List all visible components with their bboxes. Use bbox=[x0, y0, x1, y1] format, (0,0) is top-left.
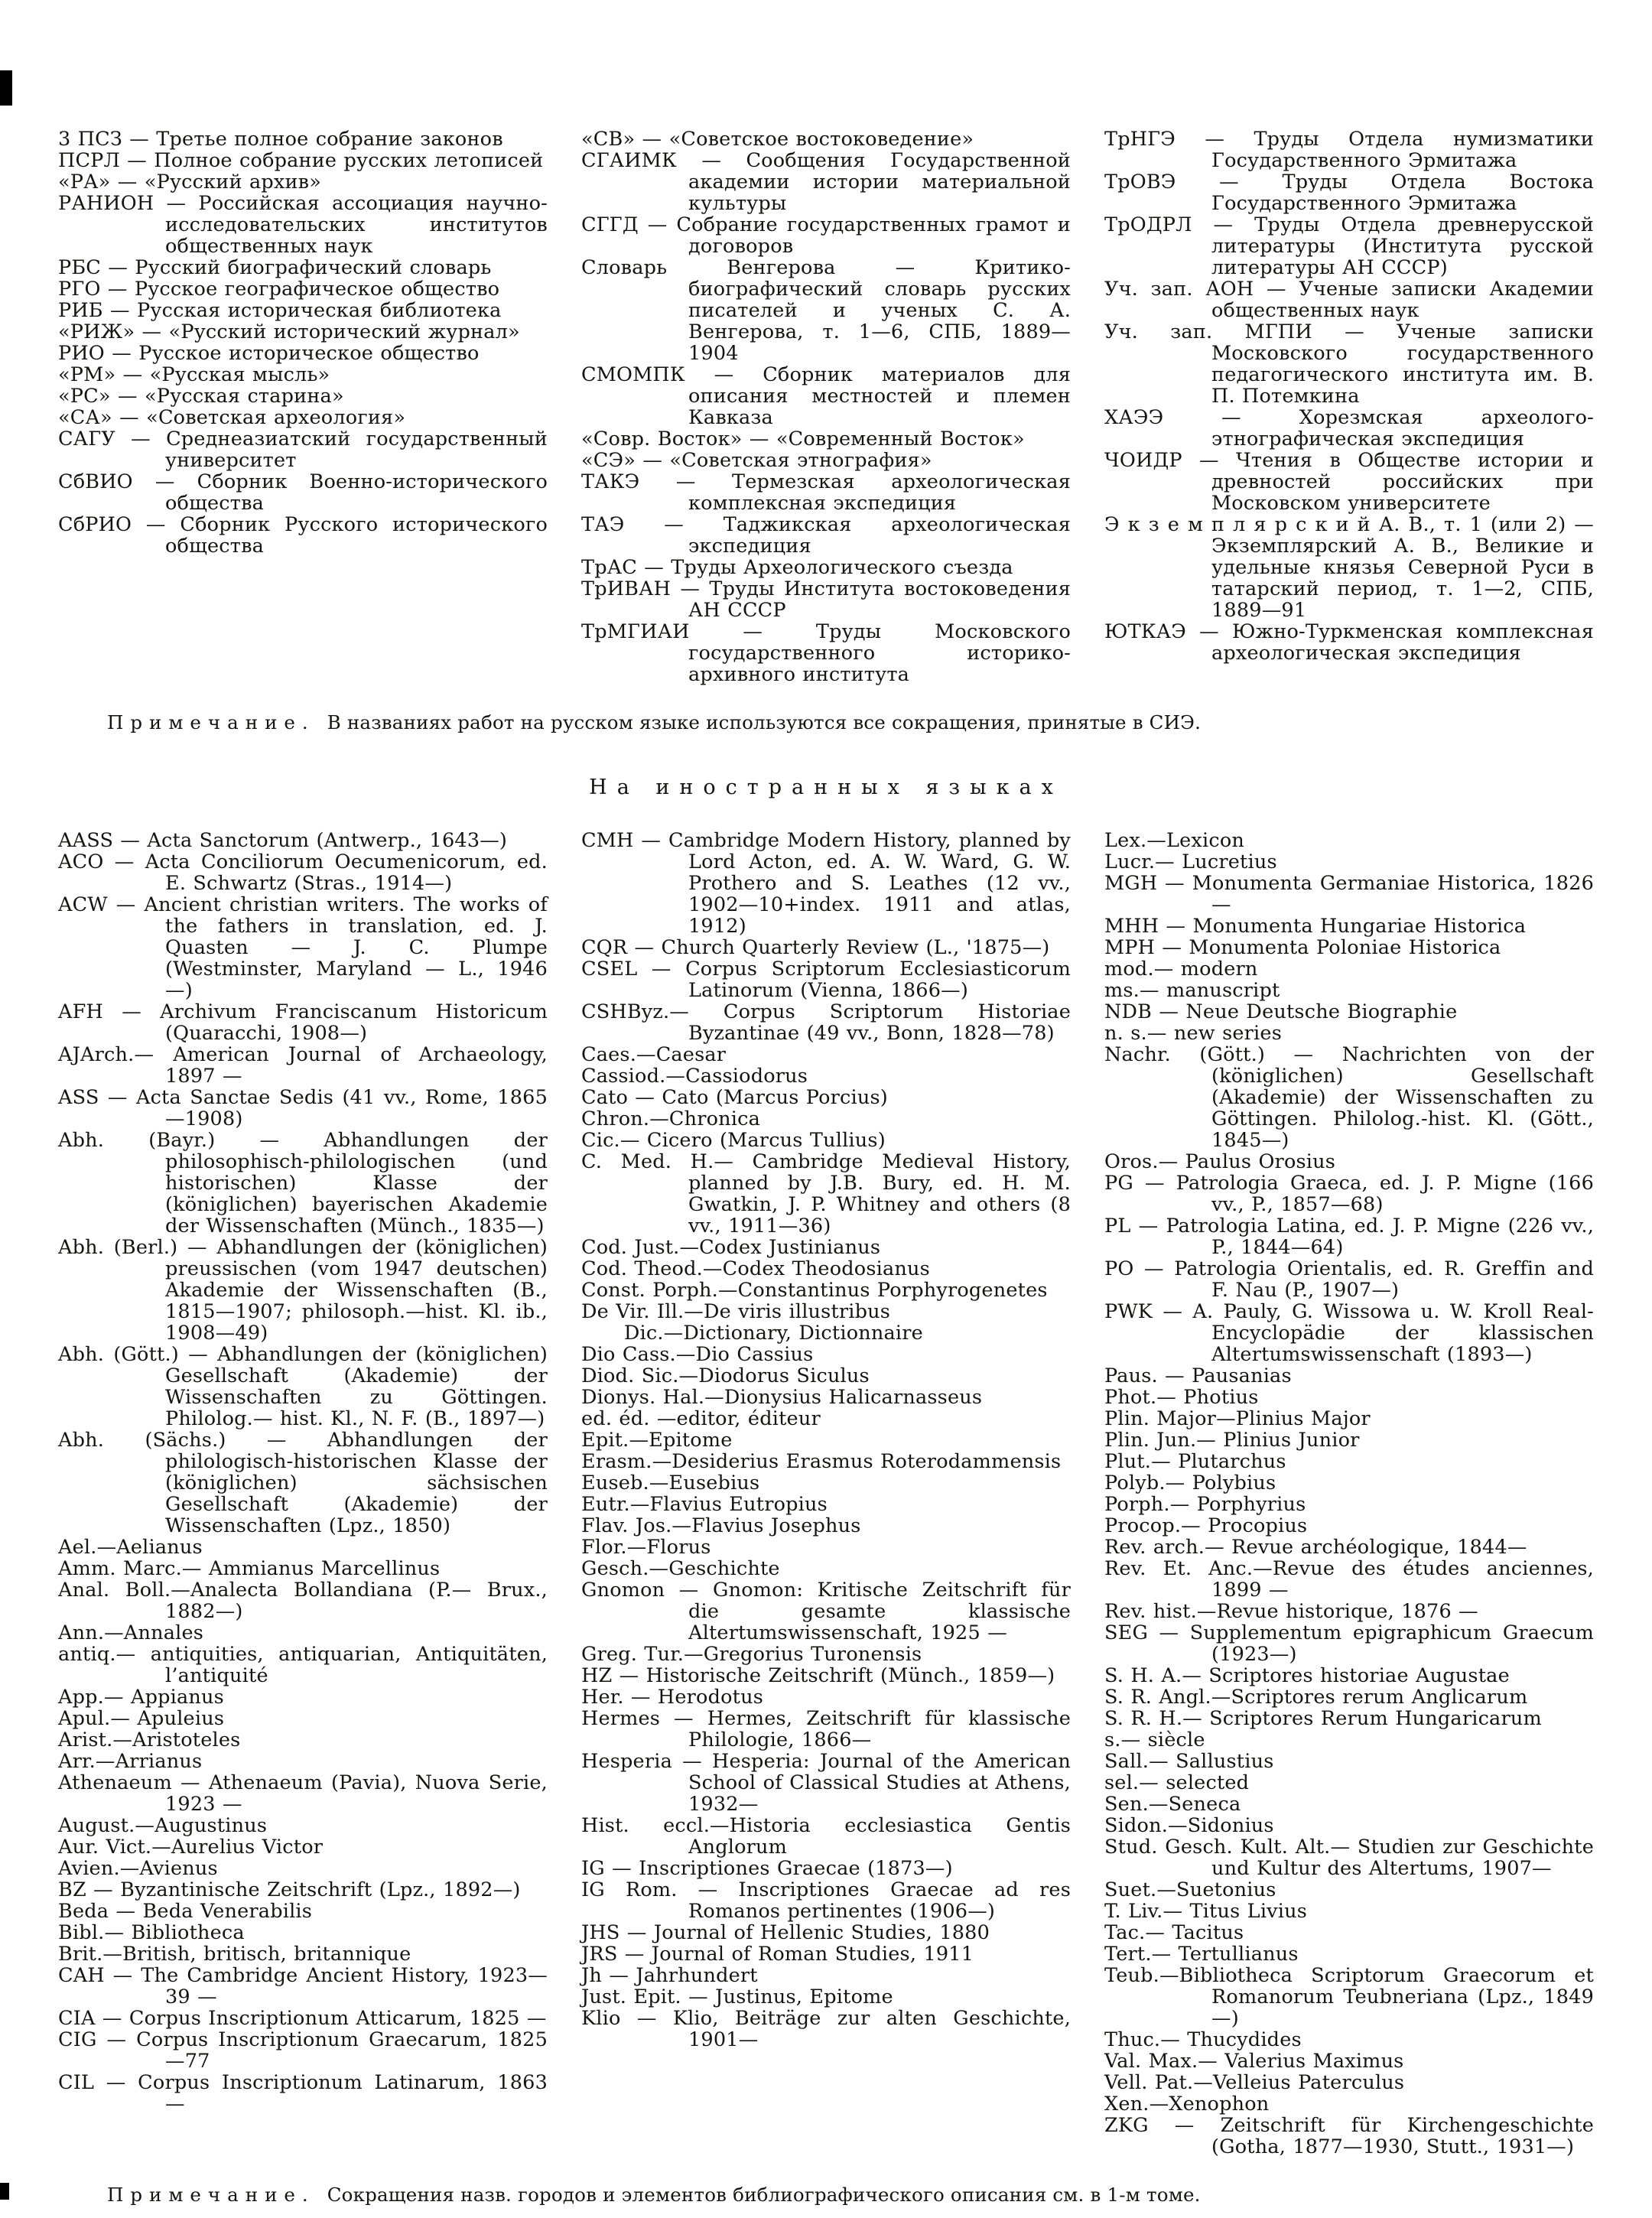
abbrev-entry: «РИЖ» — «Русский исторический журнал» bbox=[58, 320, 520, 343]
abbrev-entry: Уч. зап. АОН — Ученые записки Академии общественных наук bbox=[1104, 278, 1594, 322]
abbrev-entry: De Vir. Ill.—De viris illustribus bbox=[581, 1300, 891, 1323]
russian-column-1 bbox=[58, 128, 548, 557]
abbrev-entry: Oros.— Paulus Orosius bbox=[1104, 1150, 1336, 1173]
abbrev-entry: САГУ — Среднеазиатский государственный университет bbox=[58, 428, 548, 472]
abbrev-entry: Flav. Jos.—Flavius Josephus bbox=[581, 1514, 861, 1537]
abbrev-entry: Ann.—Annales bbox=[58, 1621, 204, 1644]
abbrev-entry: Уч. зап. МГПИ — Ученые записки Московского государственного педагогического института им. В. П. Потемкина bbox=[1104, 320, 1594, 408]
abbrev-entry: NDB — Neue Deutsche Biographie bbox=[1104, 1000, 1458, 1023]
abbrev-entry: JRS — Journal of Roman Studies, 1911 bbox=[581, 1943, 974, 1966]
abbrev-entry: 3 ПСЗ — Третье полное собрание законов bbox=[58, 128, 503, 151]
abbrev-entry: Eutr.—Flavius Eutropius bbox=[581, 1493, 828, 1516]
scan-artifact bbox=[0, 2183, 9, 2200]
abbrev-entry: СГАИМК — Сообщения Государственной академии истории материальной культуры bbox=[581, 149, 1071, 215]
abbrev-entry: Klio — Klio, Beiträge zur alten Geschichte, 1901— bbox=[581, 2007, 1071, 2051]
abbrev-entry: Chron.—Chronica bbox=[581, 1107, 761, 1130]
abbrev-entry: Euseb.—Eusebius bbox=[581, 1472, 760, 1494]
abbrev-entry: Sen.—Seneca bbox=[1104, 1793, 1241, 1816]
note-bottom bbox=[107, 2184, 1594, 2207]
abbrev-entry: IG Rom. — Inscriptiones Graecae ad res Romanos pertinentes (1906—) bbox=[581, 1878, 1071, 1923]
russian-column-2 bbox=[581, 128, 1071, 685]
abbrev-entry: Nachr. (Gött.) — Nachrichten von der (königlichen) Gesellschaft (Akademie) der Wissenschaften zu Göttingen. Philolog.-hist. Kl. (Gött., 1845—) bbox=[1104, 1043, 1594, 1152]
foreign-abbreviations-section bbox=[58, 830, 1594, 2158]
abbrev-entry: Const. Porph.—Constantinus Porphyrogenetes bbox=[581, 1279, 1048, 1302]
abbrev-entry: PL — Patrologia Latina, ed. J. P. Migne (226 vv., P., 1844—64) bbox=[1104, 1215, 1594, 1259]
abbrev-entry: Epit.—Epitome bbox=[581, 1429, 733, 1452]
abbrev-entry: Dic.—Dictionary, Dictionnaire bbox=[581, 1322, 923, 1345]
abbrev-entry: Hesperia — Hesperia: Journal of the American School of Classical Studies at Athens, 1932— bbox=[581, 1750, 1071, 1816]
abbrev-entry: Gesch.—Geschichte bbox=[581, 1557, 780, 1580]
abbrev-entry: СбВИО — Сборник Военно-исторического общества bbox=[58, 470, 548, 515]
abbrev-entry: Lex.—Lexicon bbox=[1104, 829, 1245, 852]
abbrev-entry: ТрОДРЛ — Труды Отдела древнерусской литературы (Института русской литературы АН СССР) bbox=[1104, 213, 1594, 279]
abbrev-entry: JHS — Journal of Hellenic Studies, 1880 bbox=[581, 1921, 990, 1944]
abbrev-entry: CSHByz.— Corpus Scriptorum Historiae Byzantinae (49 vv., Bonn, 1828—78) bbox=[581, 1000, 1071, 1045]
foreign-column-3 bbox=[1104, 830, 1594, 2158]
abbrev-entry: n. s.— new series bbox=[1104, 1022, 1282, 1045]
abbrev-entry: Beda — Beda Venerabilis bbox=[58, 1900, 313, 1923]
abbrev-entry: Bibl.— Bibliotheca bbox=[58, 1921, 245, 1944]
abbrev-entry: Rev. hist.—Revue historique, 1876 — bbox=[1104, 1600, 1478, 1623]
abbrev-entry: ЮТКАЭ — Южно-Туркменская комплексная археологическая экспедиция bbox=[1104, 620, 1594, 665]
abbrev-entry: Aur. Vict.—Aurelius Victor bbox=[58, 1836, 324, 1859]
abbrev-entry: Avien.—Avienus bbox=[58, 1857, 218, 1880]
abbrev-entry: Caes.—Caesar bbox=[581, 1043, 727, 1066]
abbrev-entry: «СА» — «Советская археология» bbox=[58, 406, 406, 429]
abbrev-entry: S. R. Angl.—Scriptores rerum Anglicarum bbox=[1104, 1686, 1528, 1709]
abbrev-entry: AASS — Acta Sanctorum (Antwerp., 1643—) bbox=[58, 829, 508, 852]
abbrev-entry: Amm. Marc.— Ammianus Marcellinus bbox=[58, 1557, 441, 1580]
abbrev-entry: Cod. Just.—Codex Justinianus bbox=[581, 1236, 881, 1259]
abbrev-entry: CAH — The Cambridge Ancient History, 1923—39 — bbox=[58, 1964, 548, 2008]
abbrev-entry: Hermes — Hermes, Zeitschrift für klassische Philologie, 1866— bbox=[581, 1707, 1071, 1751]
abbrev-entry: ms.— manuscript bbox=[1104, 979, 1280, 1002]
abbrev-entry: ZKG — Zeitschrift für Kirchengeschichte (Gotha, 1877—1930, Stutt., 1931—) bbox=[1104, 2114, 1594, 2158]
abbrev-entry: Rev. Et. Anc.—Revue des études anciennes, 1899 — bbox=[1104, 1557, 1594, 1602]
abbrev-entry: Словарь Венгерова — Критико-биографический словарь русских писателей и ученых С. А. Венгерова, т. 1—6, СПБ, 1889—1904 bbox=[581, 256, 1071, 365]
abbrev-entry: Dionys. Hal.—Dionysius Halicarnasseus bbox=[581, 1386, 983, 1409]
abbrev-entry: ed. éd. —editor, éditeur bbox=[581, 1407, 821, 1430]
abbrev-entry: Cato — Cato (Marcus Porcius) bbox=[581, 1086, 888, 1109]
abbrev-entry: Suet.—Suetonius bbox=[1104, 1878, 1276, 1901]
note-bottom-label: Примечание. bbox=[107, 2184, 315, 2206]
abbrev-entry: Hist. eccl.—Historia ecclesiastica Gentis Anglorum bbox=[581, 1814, 1071, 1859]
abbrev-entry: Flor.—Florus bbox=[581, 1536, 711, 1559]
abbrev-entry: Paus. — Pausanias bbox=[1104, 1364, 1292, 1387]
abbrev-entry: Her. — Herodotus bbox=[581, 1686, 764, 1709]
abbrev-entry: Polyb.— Polybius bbox=[1104, 1472, 1276, 1494]
note-bottom-text: Сокращения назв. городов и элементов библиографического описания см. в 1-м томе. bbox=[327, 2184, 1201, 2206]
abbrev-entry: BZ — Byzantinische Zeitschrift (Lpz., 1892—) bbox=[58, 1878, 521, 1901]
abbrev-entry: S. H. A.— Scriptores historiae Augustae bbox=[1104, 1664, 1510, 1687]
abbrev-entry: Plut.— Plutarchus bbox=[1104, 1450, 1286, 1473]
abbrev-entry: Procop.— Procopius bbox=[1104, 1514, 1308, 1537]
abbrev-entry: РИО — Русское историческое общество bbox=[58, 342, 480, 365]
scan-artifact bbox=[0, 70, 12, 106]
abbrev-entry: Abh. (Berl.) — Abhandlungen der (königlichen) preussischen (vom 1947 deutschen) Akademie der Wissenschaften (B., 1815—1907; philosoph.—hist. Kl. ib., 1908—49) bbox=[58, 1236, 548, 1345]
abbrev-entry: SEG — Supplementum epigraphicum Graecum (1923—) bbox=[1104, 1621, 1594, 1666]
abbrev-entry: Jh — Jahrhundert bbox=[581, 1964, 758, 1987]
abbrev-entry: Dio Cass.—Dio Cassius bbox=[581, 1343, 814, 1366]
abbrev-entry: Abh. (Bayr.) — Abhandlungen der philosophisch-philologischen (und historischen) Klasse der (königlichen) bayerischen Akademie der Wissenschaften (Münch., 1835—) bbox=[58, 1129, 548, 1237]
abbrev-entry: СбРИО — Сборник Русского исторического общества bbox=[58, 513, 548, 558]
abbrev-entry: ЧОИДР — Чтения в Обществе истории и древностей российских при Московском университете bbox=[1104, 449, 1594, 515]
abbrev-entry: ПСРЛ — Полное собрание русских летописей bbox=[58, 149, 544, 172]
page-content bbox=[58, 128, 1594, 2207]
abbrev-entry: IG — Inscriptiones Graecae (1873—) bbox=[581, 1857, 953, 1880]
abbrev-entry: mod.— modern bbox=[1104, 958, 1258, 981]
abbrev-entry: PWK — A. Pauly, G. Wissowa u. W. Kroll Real-Encyclopädie der klassischen Altertumswissenschaft (1893—) bbox=[1104, 1300, 1594, 1366]
abbrev-entry: ASS — Acta Sanctae Sedis (41 vv., Rome, 1865—1908) bbox=[58, 1086, 548, 1130]
abbrev-entry: CIA — Corpus Inscriptionum Atticarum, 1825 — bbox=[58, 2007, 547, 2030]
abbrev-entry: Rev. arch.— Revue archéologique, 1844— bbox=[1104, 1536, 1527, 1559]
abbrev-entry: Just. Epit. — Justinus, Epitome bbox=[581, 1985, 893, 2008]
abbrev-entry: AFH — Archivum Franciscanum Historicum (Quaracchi, 1908—) bbox=[58, 1000, 548, 1045]
russian-abbreviations-section bbox=[58, 128, 1594, 685]
abbrev-entry: ТрНГЭ — Труды Отдела нумизматики Государственного Эрмитажа bbox=[1104, 128, 1594, 172]
abbrev-entry: Diod. Sic.—Diodorus Siculus bbox=[581, 1364, 870, 1387]
abbrev-entry: «СВ» — «Советское востоковедение» bbox=[581, 128, 974, 151]
foreign-column-1 bbox=[58, 830, 548, 2115]
abbrev-entry: РГО — Русское географическое общество bbox=[58, 278, 500, 301]
abbrev-entry: PG — Patrologia Graeca, ed. J. P. Migne (166 vv., P., 1857—68) bbox=[1104, 1172, 1594, 1216]
abbrev-entry: sel.— selected bbox=[1104, 1771, 1250, 1794]
abbrev-entry: HZ — Historische Zeitschrift (Münch., 1859—) bbox=[581, 1664, 1055, 1687]
abbrev-entry: Sidon.—Sidonius bbox=[1104, 1814, 1274, 1837]
abbrev-entry: Sall.— Sallustius bbox=[1104, 1750, 1274, 1773]
abbrev-entry: ТрАС — Труды Археологического съезда bbox=[581, 556, 1013, 579]
abbrev-entry: Thuc.— Thucydides bbox=[1104, 2028, 1302, 2051]
abbrev-entry: Arist.—Aristoteles bbox=[58, 1729, 241, 1751]
abbrev-entry: РБС — Русский биографический словарь bbox=[58, 256, 492, 279]
note-top-text: В названиях работ на русском языке используются все сокращения, принятые в СИЭ. bbox=[327, 711, 1202, 733]
abbrev-entry: ТрИВАН — Труды Института востоковедения АН СССР bbox=[581, 577, 1071, 622]
abbrev-entry: ХАЭЭ — Хорезмская археолого-этнографическая экспедиция bbox=[1104, 406, 1594, 450]
abbrev-entry: Cod. Theod.—Codex Theodosianus bbox=[581, 1257, 930, 1280]
russian-column-3 bbox=[1104, 128, 1594, 664]
abbrev-entry: СМОМПК — Сборник материалов для описания местностей и племен Кавказа bbox=[581, 363, 1071, 429]
abbrev-entry: Val. Max.— Valerius Maximus bbox=[1104, 2050, 1404, 2073]
abbrev-entry: Anal. Boll.—Analecta Bollandiana (P.— Brux., 1882—) bbox=[58, 1579, 548, 1623]
section-heading-foreign-languages: На иностранных языках bbox=[589, 776, 1063, 799]
abbrev-entry: Abh. (Sächs.) — Abhandlungen der philologisch-historischen Klasse der (königlichen) sächsischen Gesellschaft (Akademie) der Wissenschaften (Lpz., 1850) bbox=[58, 1429, 548, 1537]
note-top bbox=[107, 711, 1594, 734]
abbrev-entry: Lucr.— Lucretius bbox=[1104, 850, 1277, 873]
abbrev-entry: T. Liv.— Titus Livius bbox=[1104, 1900, 1308, 1923]
abbrev-entry: Plin. Major—Plinius Major bbox=[1104, 1407, 1371, 1430]
note-top-label: Примечание. bbox=[107, 711, 315, 733]
abbrev-entry: СГГД — Собрание государственных грамот и договоров bbox=[581, 213, 1071, 258]
abbrev-entry: MGH — Monumenta Germaniae Historica, 1826 — bbox=[1104, 872, 1594, 916]
abbrev-entry: C. Med. H.— Cambridge Medieval History, planned by J.B. Bury, ed. H. M. Gwatkin, J. P. Whitney and others (8 vv., 1911—36) bbox=[581, 1150, 1071, 1237]
abbrev-entry: Gnomon — Gnomon: Kritische Zeitschrift für die gesamte klassische Altertumswissenschaft, 1925 — bbox=[581, 1579, 1071, 1644]
abbrev-entry: «РА» — «Русский архив» bbox=[58, 171, 322, 194]
abbrev-entry: Teub.—Bibliotheca Scriptorum Graecorum et Romanorum Teubneriana (Lpz., 1849—) bbox=[1104, 1964, 1594, 2030]
abbrev-entry: Brit.—British, britisch, britannique bbox=[58, 1943, 411, 1966]
abbrev-entry: Apul.— Apuleius bbox=[58, 1707, 225, 1730]
abbrev-entry: Tert.— Tertullianus bbox=[1104, 1943, 1299, 1966]
abbrev-entry: ТАКЭ — Термезская археологическая комплексная экспедиция bbox=[581, 470, 1071, 515]
abbrev-entry: РАНИОН — Российская ассоциация научно-исследовательских институтов общественных наук bbox=[58, 192, 548, 258]
foreign-column-2 bbox=[581, 830, 1071, 2051]
abbrev-entry: CQR — Church Quarterly Review (L., '1875—) bbox=[581, 936, 1050, 959]
abbrev-entry: Xen.—Xenophon bbox=[1104, 2093, 1270, 2116]
abbrev-entry: S. R. H.— Scriptores Rerum Hungaricarum bbox=[1104, 1707, 1542, 1730]
abbrev-entry: РИБ — Русская историческая библиотека bbox=[58, 299, 502, 322]
abbrev-entry: Athenaeum — Athenaeum (Pavia), Nuova Serie, 1923 — bbox=[58, 1771, 548, 1816]
abbrev-entry: MPH — Monumenta Poloniae Historica bbox=[1104, 936, 1501, 959]
abbrev-entry: CIL — Corpus Inscriptionum Latinarum, 1863 — bbox=[58, 2071, 548, 2116]
abbrev-entry: Plin. Jun.— Plinius Junior bbox=[1104, 1429, 1360, 1452]
abbrev-entry: Э к з е м п л я р с к и й А. В., т. 1 (или 2) — Экземплярский А. В., Великие и удельные князья Северной Руси в татарский период, т. 1—2, СПБ, 1889—91 bbox=[1104, 513, 1594, 622]
abbrev-entry: AJArch.— American Journal of Archaeology, 1897 — bbox=[58, 1043, 548, 1088]
abbrev-entry: Arr.—Arrianus bbox=[58, 1750, 203, 1773]
abbrev-entry: Vell. Pat.—Velleius Paterculus bbox=[1104, 2071, 1405, 2094]
abbrev-entry: CSEL — Corpus Scriptorum Ecclesiasticorum Latinorum (Vienna, 1866—) bbox=[581, 958, 1071, 1002]
abbrev-entry: ACW — Ancient christian writers. The works of the fathers in translation, ed. J. Quasten — J. C. Plumpe (Westminster, Maryland — L., 1946—) bbox=[58, 893, 548, 1002]
abbrev-entry: Porph.— Porphyrius bbox=[1104, 1493, 1306, 1516]
abbrev-entry: «СЭ» — «Советская этнография» bbox=[581, 449, 932, 472]
abbrev-entry: ТАЭ — Таджикская археологическая экспедиция bbox=[581, 513, 1071, 558]
abbrev-entry: ACO — Acta Conciliorum Oecumenicorum, ed. E. Schwartz (Stras., 1914—) bbox=[58, 850, 548, 895]
abbrev-entry: antiq.— antiquities, antiquarian, Antiquitäten, l’antiquité bbox=[58, 1643, 548, 1687]
abbrev-entry: s.— siècle bbox=[1104, 1729, 1205, 1751]
abbrev-entry: Greg. Tur.—Gregorius Turonensis bbox=[581, 1643, 922, 1666]
abbrev-entry: «РМ» — «Русская мысль» bbox=[58, 363, 330, 386]
abbrev-entry: «РС» — «Русская старина» bbox=[58, 385, 344, 408]
abbrev-entry: CIG — Corpus Inscriptionum Graecarum, 1825—77 bbox=[58, 2028, 548, 2073]
abbrev-entry: August.—Augustinus bbox=[58, 1814, 268, 1837]
abbrev-entry: «Совр. Восток» — «Современный Восток» bbox=[581, 428, 1025, 450]
abbrev-entry: Cassiod.—Cassiodorus bbox=[581, 1065, 808, 1088]
abbrev-entry: Ael.—Aelianus bbox=[58, 1536, 203, 1559]
abbrev-entry: Tac.— Tacitus bbox=[1104, 1921, 1244, 1944]
abbrev-entry: App.— Appianus bbox=[58, 1686, 224, 1709]
abbrev-entry: CMH — Cambridge Modern History, planned by Lord Acton, ed. A. W. Ward, G. W. Prothero and S. Leathes (12 vv., 1902—10+index. 1911 and atlas, 1912) bbox=[581, 829, 1071, 938]
abbrev-entry: MHH — Monumenta Hungariae Historica bbox=[1104, 915, 1527, 938]
abbrev-entry: Stud. Gesch. Kult. Alt.— Studien zur Geschichte und Kultur des Altertums, 1907— bbox=[1104, 1836, 1594, 1880]
abbrev-entry: Cic.— Cicero (Marcus Tullius) bbox=[581, 1129, 886, 1152]
abbrev-entry: ТрОВЭ — Труды Отдела Востока Государственного Эрмитажа bbox=[1104, 171, 1594, 215]
abbrev-entry: Abh. (Gött.) — Abhandlungen der (königlichen) Gesellschaft (Akademie) der Wissenschaften zu Göttingen. Philolog.— hist. Kl., N. F. (B., 1897—) bbox=[58, 1343, 548, 1430]
abbrev-entry: Phot.— Photius bbox=[1104, 1386, 1259, 1409]
abbrev-entry: PO — Patrologia Orientalis, ed. R. Greffin and F. Nau (P., 1907—) bbox=[1104, 1257, 1594, 1302]
abbrev-entry: ТрМГИАИ — Труды Московского государственного историко-архивного института bbox=[581, 620, 1071, 686]
abbrev-entry: Erasm.—Desiderius Erasmus Roterodammensis bbox=[581, 1450, 1062, 1473]
